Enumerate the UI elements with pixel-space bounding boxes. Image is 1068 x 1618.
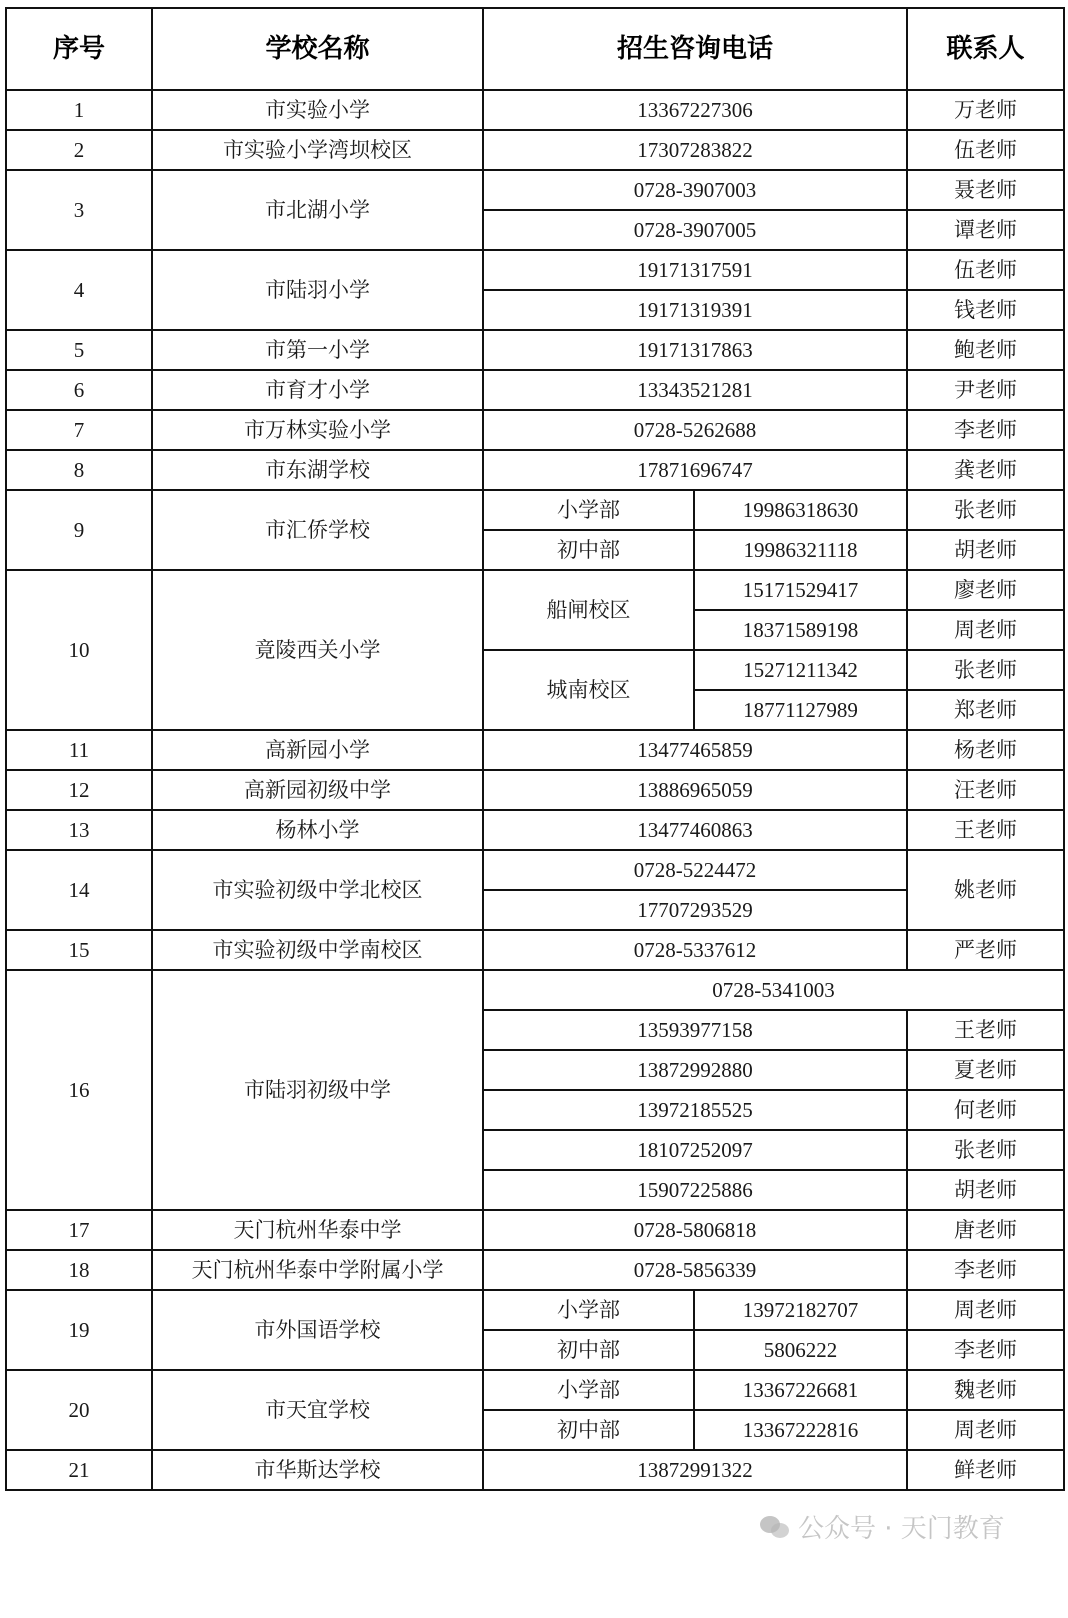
table-row	[6, 570, 1064, 610]
school-name: 市实验小学	[152, 90, 483, 130]
contact: 尹老师	[907, 370, 1064, 410]
school-name: 市华斯达学校	[152, 1450, 483, 1490]
row-index: 18	[6, 1250, 152, 1290]
phone: 0728-5856339	[483, 1250, 907, 1290]
contact: 伍老师	[907, 130, 1064, 170]
school-name: 竟陵西关小学	[152, 570, 483, 730]
contact: 魏老师	[907, 1370, 1064, 1410]
contact: 唐老师	[907, 1210, 1064, 1250]
row-index: 5	[6, 330, 152, 370]
school-name: 市北湖小学	[152, 170, 483, 250]
table-row	[6, 170, 1064, 210]
school-name: 市实验初级中学南校区	[152, 930, 483, 970]
contact: 李老师	[907, 410, 1064, 450]
table-row	[6, 450, 1064, 490]
row-index: 12	[6, 770, 152, 810]
phone: 0728-5262688	[483, 410, 907, 450]
contact: 杨老师	[907, 730, 1064, 770]
school-name: 高新园小学	[152, 730, 483, 770]
header-index: 序号	[6, 8, 152, 90]
row-index: 9	[6, 490, 152, 570]
contact: 周老师	[907, 1290, 1064, 1330]
row-index: 2	[6, 130, 152, 170]
phone: 13367226681	[694, 1370, 907, 1410]
row-index: 6	[6, 370, 152, 410]
phone: 13477460863	[483, 810, 907, 850]
contact: 谭老师	[907, 210, 1064, 250]
table-row	[6, 1370, 1064, 1410]
contact: 李老师	[907, 1250, 1064, 1290]
phone: 13477465859	[483, 730, 907, 770]
table-row	[6, 1210, 1064, 1250]
contact: 李老师	[907, 1330, 1064, 1370]
phone: 19171317863	[483, 330, 907, 370]
school-name: 市陆羽初级中学	[152, 970, 483, 1210]
school-name: 杨林小学	[152, 810, 483, 850]
school-name: 市东湖学校	[152, 450, 483, 490]
phone: 18371589198	[694, 610, 907, 650]
table-row	[6, 410, 1064, 450]
row-index: 7	[6, 410, 152, 450]
phone: 0728-3907005	[483, 210, 907, 250]
table-row	[6, 130, 1064, 170]
school-name: 高新园初级中学	[152, 770, 483, 810]
row-index: 11	[6, 730, 152, 770]
school-name: 市万林实验小学	[152, 410, 483, 450]
contact: 万老师	[907, 90, 1064, 130]
phone: 13872992880	[483, 1050, 907, 1090]
table-row	[6, 1290, 1064, 1330]
contact: 张老师	[907, 1130, 1064, 1170]
watermark-text: 公众号 · 天门教育	[798, 1514, 1005, 1544]
table-row	[6, 970, 1064, 1010]
phone: 13343521281	[483, 370, 907, 410]
phone: 0728-3907003	[483, 170, 907, 210]
department: 初中部	[483, 1330, 694, 1370]
school-name: 市育才小学	[152, 370, 483, 410]
school-contact-table	[5, 7, 1065, 1491]
main-phone: 0728-5341003	[483, 970, 1064, 1010]
contact: 周老师	[907, 1410, 1064, 1450]
phone: 17871696747	[483, 450, 907, 490]
campus: 城南校区	[483, 650, 694, 730]
phone: 15171529417	[694, 570, 907, 610]
table-row	[6, 90, 1064, 130]
row-index: 8	[6, 450, 152, 490]
department: 小学部	[483, 490, 694, 530]
header-phone: 招生咨询电话	[483, 8, 907, 90]
phone: 0728-5337612	[483, 930, 907, 970]
contact: 严老师	[907, 930, 1064, 970]
phone: 19171319391	[483, 290, 907, 330]
contact: 张老师	[907, 490, 1064, 530]
school-name: 天门杭州华泰中学附属小学	[152, 1250, 483, 1290]
contact: 鲍老师	[907, 330, 1064, 370]
contact: 聂老师	[907, 170, 1064, 210]
contact: 王老师	[907, 810, 1064, 850]
table-row	[6, 770, 1064, 810]
contact: 龚老师	[907, 450, 1064, 490]
table-row	[6, 1250, 1064, 1290]
contact: 郑老师	[907, 690, 1064, 730]
contact: 夏老师	[907, 1050, 1064, 1090]
school-name: 市实验初级中学北校区	[152, 850, 483, 930]
contact: 鲜老师	[907, 1450, 1064, 1490]
phone: 5806222	[694, 1330, 907, 1370]
department: 小学部	[483, 1290, 694, 1330]
department: 小学部	[483, 1370, 694, 1410]
phone: 13593977158	[483, 1010, 907, 1050]
phone: 13972182707	[694, 1290, 907, 1330]
contact: 周老师	[907, 610, 1064, 650]
phone: 13872991322	[483, 1450, 907, 1490]
table-row	[6, 850, 1064, 890]
phone: 0728-5806818	[483, 1210, 907, 1250]
wechat-icon	[760, 1514, 790, 1540]
header-school: 学校名称	[152, 8, 483, 90]
header-row	[6, 8, 1064, 90]
school-name: 市天宜学校	[152, 1370, 483, 1450]
row-index: 15	[6, 930, 152, 970]
contact: 何老师	[907, 1090, 1064, 1130]
phone: 13972185525	[483, 1090, 907, 1130]
row-index: 19	[6, 1290, 152, 1370]
row-index: 14	[6, 850, 152, 930]
table-row	[6, 250, 1064, 290]
campus: 船闸校区	[483, 570, 694, 650]
table-row	[6, 930, 1064, 970]
school-name: 市汇侨学校	[152, 490, 483, 570]
contact: 王老师	[907, 1010, 1064, 1050]
school-name: 市实验小学湾坝校区	[152, 130, 483, 170]
table-row	[6, 370, 1064, 410]
phone: 13886965059	[483, 770, 907, 810]
phone: 15907225886	[483, 1170, 907, 1210]
phone: 18107252097	[483, 1130, 907, 1170]
header-contact: 联系人	[907, 8, 1064, 90]
watermark	[760, 1508, 1005, 1545]
phone: 19986321118	[694, 530, 907, 570]
row-index: 10	[6, 570, 152, 730]
row-index: 17	[6, 1210, 152, 1250]
row-index: 13	[6, 810, 152, 850]
table-row	[6, 490, 1064, 530]
phone: 15271211342	[694, 650, 907, 690]
phone: 17707293529	[483, 890, 907, 930]
table-row	[6, 730, 1064, 770]
row-index: 20	[6, 1370, 152, 1450]
phone: 0728-5224472	[483, 850, 907, 890]
row-index: 4	[6, 250, 152, 330]
contact: 张老师	[907, 650, 1064, 690]
phone: 18771127989	[694, 690, 907, 730]
contact: 姚老师	[907, 850, 1064, 930]
phone: 19986318630	[694, 490, 907, 530]
row-index: 3	[6, 170, 152, 250]
table-row	[6, 1450, 1064, 1490]
table-row	[6, 810, 1064, 850]
contact: 胡老师	[907, 530, 1064, 570]
school-name: 市第一小学	[152, 330, 483, 370]
row-index: 16	[6, 970, 152, 1210]
phone: 17307283822	[483, 130, 907, 170]
school-name: 天门杭州华泰中学	[152, 1210, 483, 1250]
contact: 廖老师	[907, 570, 1064, 610]
department: 初中部	[483, 530, 694, 570]
school-name: 市外国语学校	[152, 1290, 483, 1370]
contact: 胡老师	[907, 1170, 1064, 1210]
department: 初中部	[483, 1410, 694, 1450]
phone: 13367227306	[483, 90, 907, 130]
contact: 汪老师	[907, 770, 1064, 810]
school-name: 市陆羽小学	[152, 250, 483, 330]
row-index: 1	[6, 90, 152, 130]
table-row	[6, 330, 1064, 370]
row-index: 21	[6, 1450, 152, 1490]
phone: 13367222816	[694, 1410, 907, 1450]
contact: 钱老师	[907, 290, 1064, 330]
phone: 19171317591	[483, 250, 907, 290]
contact: 伍老师	[907, 250, 1064, 290]
